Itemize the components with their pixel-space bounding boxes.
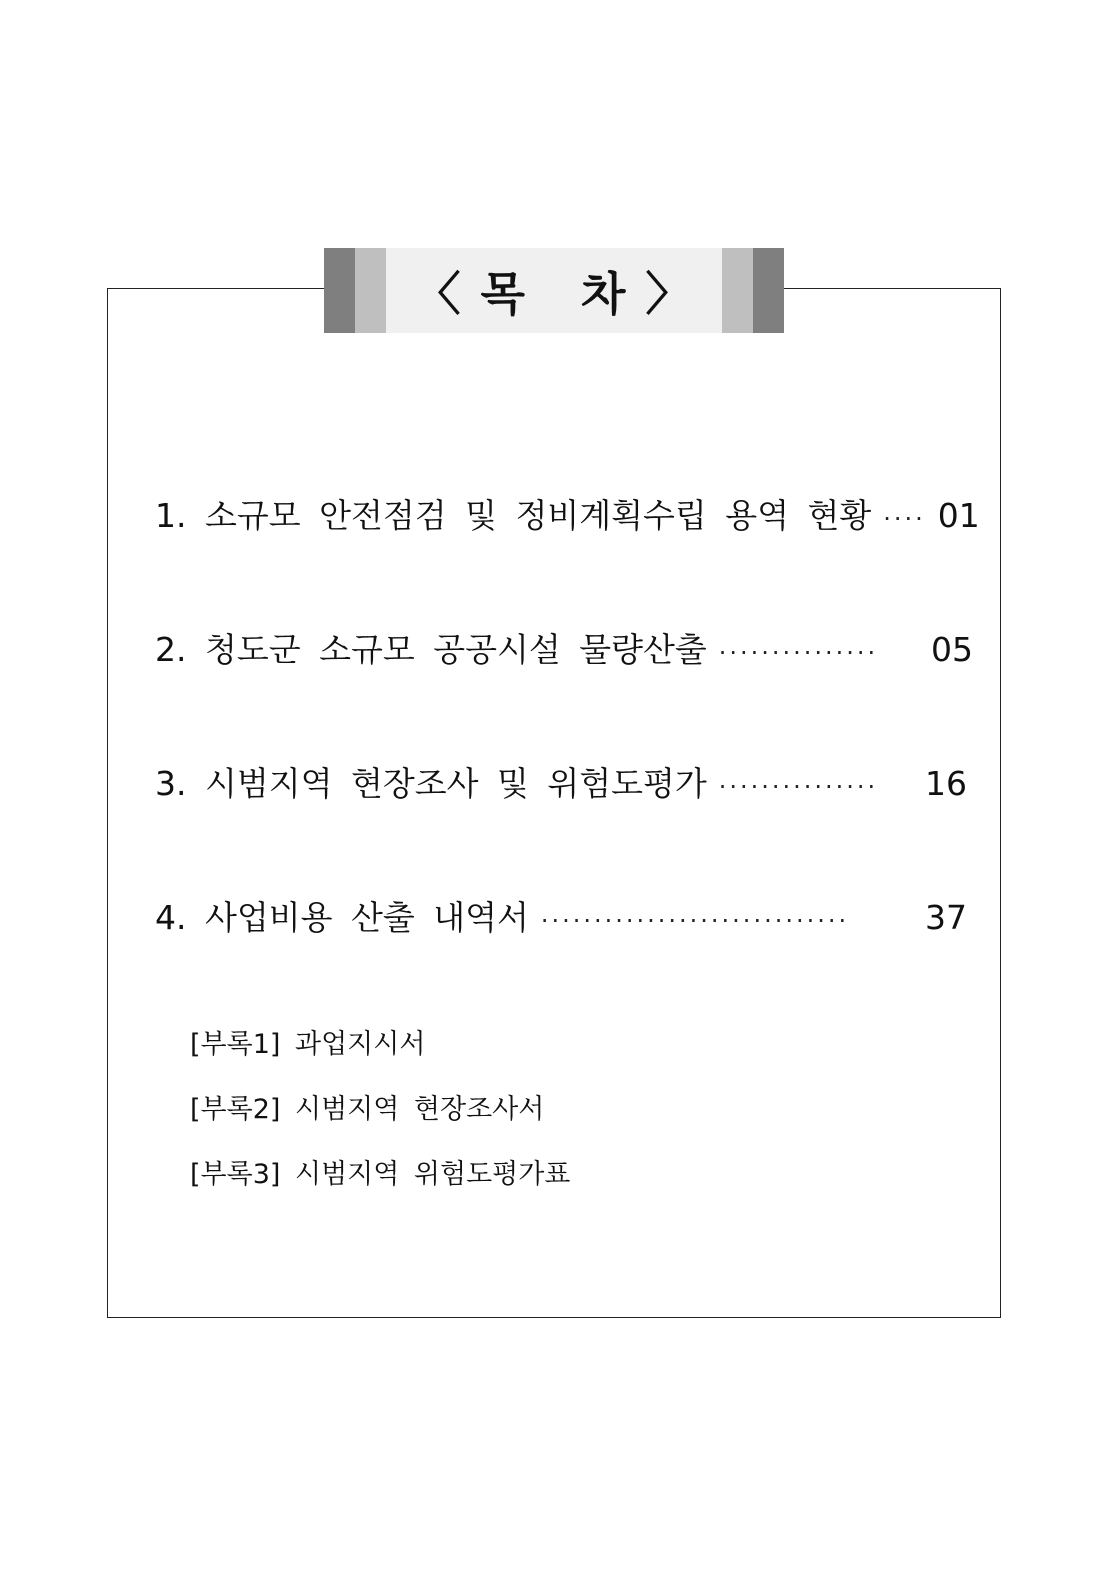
toc-entry-label: 3. 시범지역 현장조사 및 위험도평가 — [155, 764, 707, 803]
title-bar-right-light — [722, 248, 753, 333]
toc-entry-1[interactable] — [155, 490, 980, 537]
title-bar-left-dark — [324, 248, 355, 333]
toc-entry-page: 05 — [931, 630, 973, 669]
toc-entry-page: 01 — [937, 496, 980, 535]
appendix-item-1[interactable]: [부록1] 과업지시서 — [190, 1029, 426, 1060]
toc-entry-leader: ··············· — [718, 773, 879, 801]
toc-entry-3[interactable] — [155, 758, 967, 805]
toc-entry-label: 1. 소규모 안전점검 및 정비계획수립 용역 현황 — [155, 496, 872, 535]
toc-entry-leader: ····························· — [540, 907, 850, 935]
appendix-item-3[interactable]: [부록3] 시범지역 위험도평가표 — [190, 1159, 571, 1190]
toc-entry-page: 37 — [925, 898, 967, 937]
toc-entry-label: 2. 청도군 소규모 공공시설 물량산출 — [155, 630, 707, 669]
toc-entry-leader: ···· — [883, 505, 926, 533]
toc-entry-4[interactable] — [155, 892, 967, 939]
toc-entry-page: 16 — [925, 764, 967, 803]
toc-entry-leader: ··············· — [718, 639, 879, 667]
toc-title: 〈 목 차 〉 — [386, 248, 722, 333]
title-bar-left-light — [355, 248, 386, 333]
toc-title-block — [324, 248, 784, 333]
appendix-item-2[interactable]: [부록2] 시범지역 현장조사서 — [190, 1094, 545, 1125]
title-bar-right-dark — [753, 248, 784, 333]
toc-entry-label: 4. 사업비용 산출 내역서 — [155, 898, 529, 937]
toc-entry-2[interactable] — [155, 624, 973, 671]
